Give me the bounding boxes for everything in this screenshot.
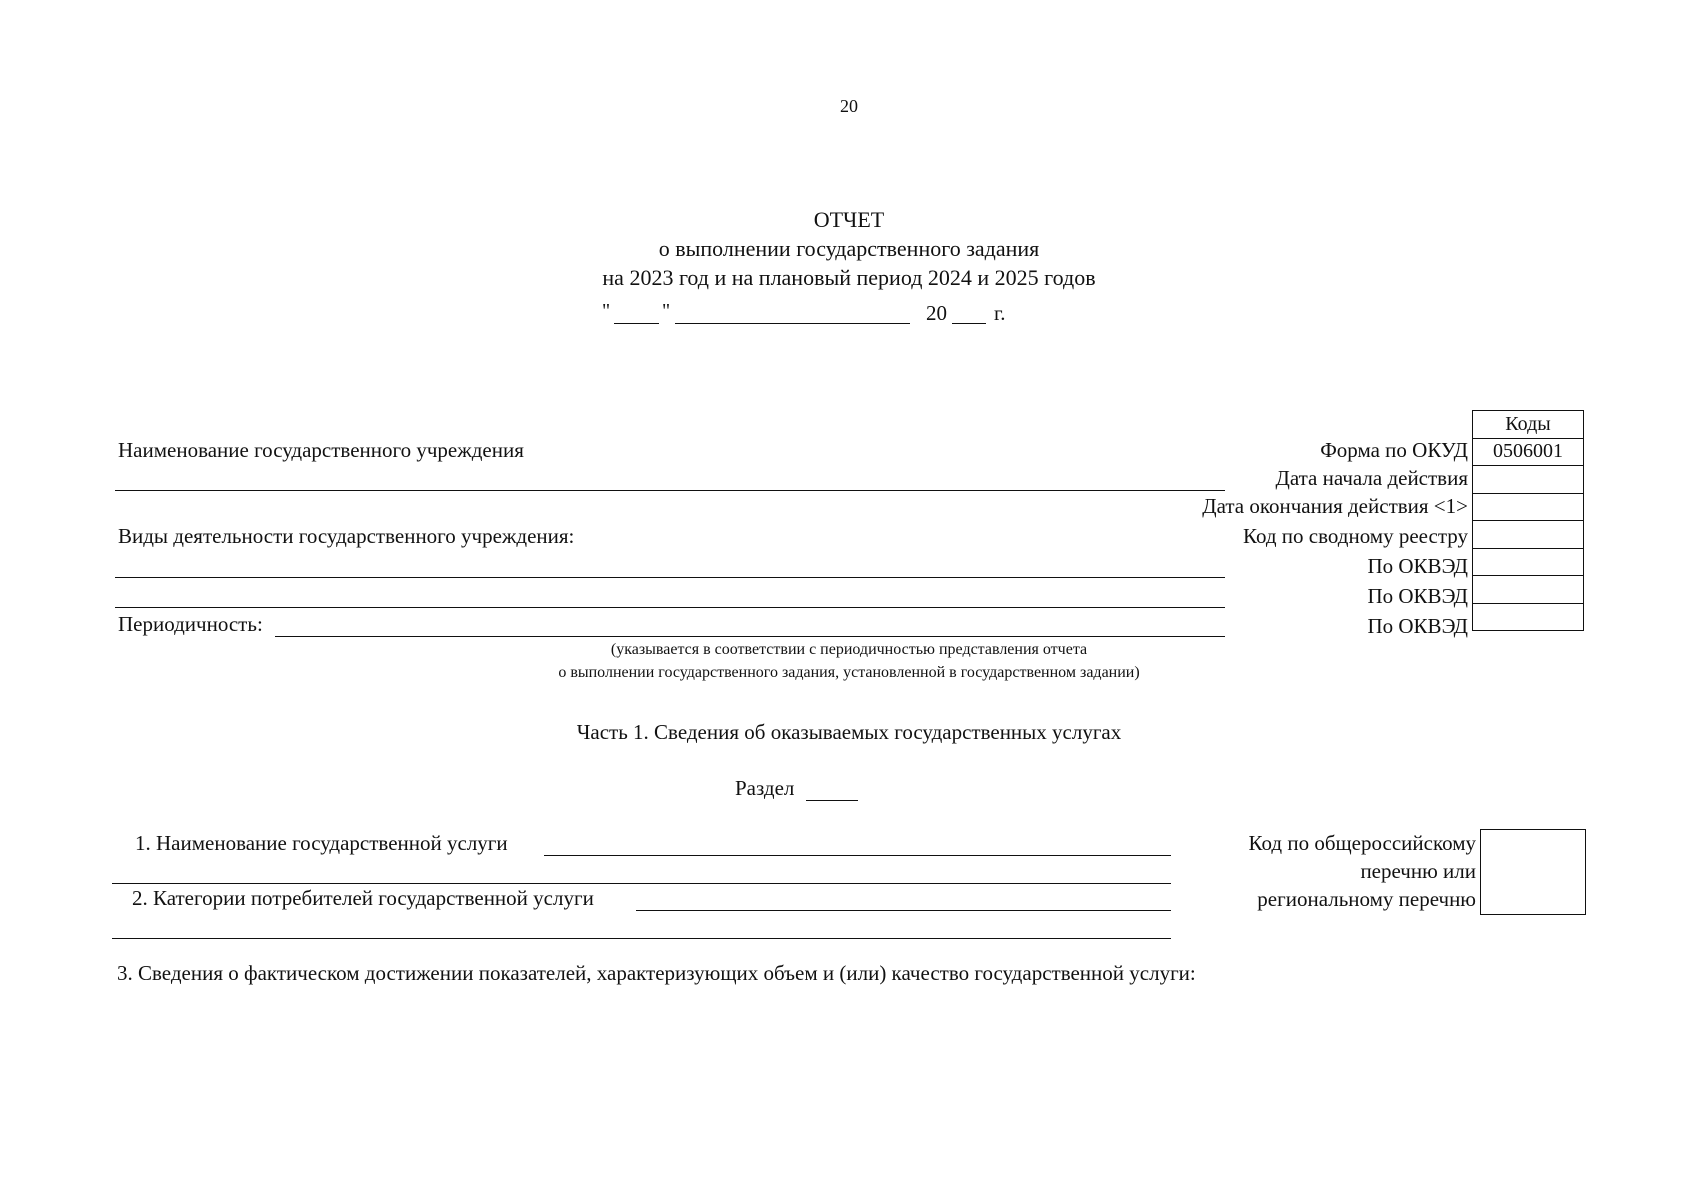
activity-types-label: Виды деятельности государственного учреждения: [118,524,575,548]
okved-label-1: По ОКВЭД [1367,554,1468,578]
service-name-label: 1. Наименование государственной услуги [135,831,508,855]
page-number: 20 [840,96,858,116]
date-close-quote: " [662,300,671,322]
registry-list-label-line1: Код по общероссийскому [1248,831,1476,855]
report-title-block [0,205,1698,292]
consumer-categories-field[interactable] [636,910,1171,911]
date-year-prefix: 20 [926,301,947,325]
start-date-label: Дата начала действия [1275,466,1468,490]
periodicity-note-line2: о выполнении государственного задания, установленной в государственном задании) [558,664,1140,681]
date-year-field[interactable] [952,323,986,324]
part1-heading: Часть 1. Сведения об оказываемых государственных услугах [576,720,1122,744]
section-number-field[interactable] [806,800,858,801]
periodicity-note-line1: (указывается в соответствии с периодичностью представления отчета [610,641,1088,658]
section-label: Раздел [735,776,795,800]
date-day-field[interactable] [614,323,659,324]
consumer-categories-field-continued[interactable] [112,938,1171,939]
registry-list-label-line2: перечню или [1360,859,1476,883]
okud-label: Форма по ОКУД [1320,438,1468,462]
okved-code-cell-1[interactable] [1473,548,1584,576]
date-month-field[interactable] [675,323,910,324]
registry-code-label: Код по сводному реестру [1243,524,1468,548]
date-year-suffix: г. [994,301,1006,325]
start-date-cell[interactable] [1473,466,1584,494]
codes-header: Коды [1473,411,1584,439]
periodicity-label: Периодичность: [118,612,263,636]
service-name-field-continued[interactable] [112,883,1171,884]
report-subtitle: о выполнении государственного задания [658,236,1040,261]
okved-code-cell-3[interactable] [1473,603,1584,631]
institution-name-label: Наименование государственного учреждения [118,438,524,462]
item3-heading: 3. Сведения о фактическом достижении показателей, характеризующих объем и (или) качество государственной услуги: [117,961,1196,985]
registry-code-cell[interactable] [1473,521,1584,549]
report-title: ОТЧЕТ [813,207,885,232]
okved-label-3: По ОКВЭД [1367,614,1468,638]
okved-label-2: По ОКВЭД [1367,584,1468,608]
okved-code-cell-2[interactable] [1473,576,1584,604]
end-date-label: Дата окончания действия <1> [1202,494,1468,518]
institution-name-field[interactable] [115,490,1225,491]
consumer-categories-label: 2. Категории потребителей государственной услуги [132,886,594,910]
report-period: на 2023 год и на плановый период 2024 и 2025 годов [602,265,1096,290]
okud-code-cell[interactable]: 0506001 [1473,438,1584,466]
registry-list-code-box[interactable] [1480,829,1586,915]
periodicity-field[interactable] [275,636,1225,637]
date-open-quote: " [602,300,611,322]
registry-list-label-line3: региональному перечню [1257,887,1476,911]
activity-types-field-2[interactable] [115,607,1225,608]
end-date-cell[interactable] [1473,493,1584,521]
service-name-field[interactable] [544,855,1171,856]
activity-types-field-1[interactable] [115,577,1225,578]
codes-table [1472,410,1584,631]
